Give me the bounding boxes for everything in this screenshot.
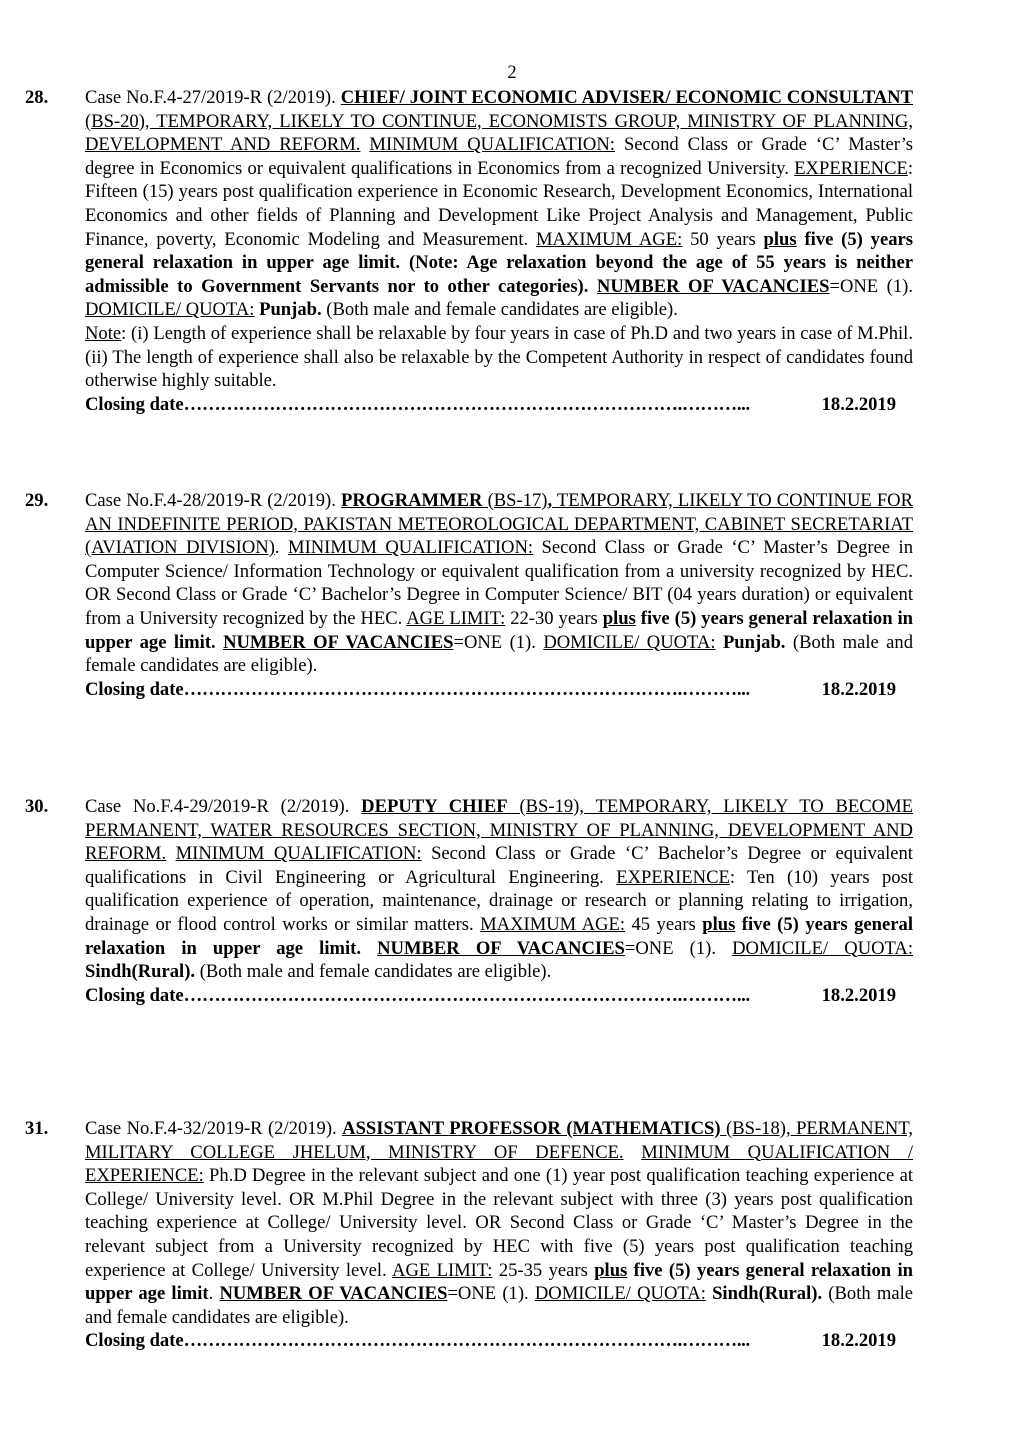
text-segment: Sindh(Rural).	[85, 961, 196, 983]
text-segment: MINIMUM QUALIFICATION:	[288, 537, 534, 559]
text-segment: TEMPORARY, LIKELY TO CONTINUE FOR AN INDEFINITE PERIOD, PAKISTAN METEOROLOGICAL DEPARTMENT, CABINET SECRETARIAT (AVIATION DIVISION)	[85, 490, 913, 559]
text-segment: NUMBER OF VACANCIES	[377, 937, 625, 959]
dot-leader: ……………………………………………………………………….………...	[183, 393, 750, 415]
text-segment: : Ten (10) years post qualification experience of operation, maintenance, drainage or research or planning relating to irrigation, drainage or flood control works or similar matters.	[85, 866, 913, 935]
closing-date-line	[85, 1329, 896, 1353]
closing-date-label: Closing date	[85, 393, 184, 415]
text-segment: DOMICILE/ QUOTA:	[534, 1283, 706, 1305]
text-segment: DEPUTY CHIEF	[361, 796, 508, 817]
text-segment: plus	[702, 913, 736, 935]
text-segment: plus	[602, 607, 636, 629]
text-segment: (Both male and female candidates are eligible).	[195, 961, 552, 983]
closing-date-label: Closing date	[85, 678, 184, 700]
entry-paragraph	[85, 795, 913, 984]
text-segment: MAXIMUM AGE:	[480, 913, 626, 935]
text-segment: ,	[547, 490, 553, 511]
vacancy-entry-28	[25, 86, 915, 416]
text-segment: Punjab.	[259, 299, 322, 321]
entry-paragraph	[85, 322, 913, 393]
text-segment: (BS-17)	[482, 490, 548, 511]
text-segment: =ONE (1).	[624, 937, 733, 959]
text-segment: plus	[763, 228, 797, 250]
text-segment: (Both male and female candidates are eligible).	[85, 631, 914, 677]
text-segment: five (5) years general relaxation in upper age limit.	[85, 913, 913, 959]
vacancy-entry-31	[25, 1117, 915, 1353]
text-segment: Case No.F.4-29/2019-R (2/2019).	[85, 796, 362, 817]
text-segment: NUMBER OF VACANCIES	[219, 1283, 448, 1305]
dot-leader: ……………………………………………………………………….………...	[183, 984, 750, 1006]
text-segment: 45 years	[625, 913, 703, 935]
text-segment: .	[208, 1283, 220, 1305]
text-segment	[166, 843, 175, 864]
text-segment	[716, 632, 723, 653]
text-segment: MAXIMUM AGE:	[536, 228, 683, 250]
text-segment: =ONE (1).	[447, 1283, 535, 1305]
dot-leader: ……………………………………………………………………….………...	[183, 678, 750, 700]
text-segment: Note	[85, 322, 122, 344]
closing-date-line	[85, 678, 896, 702]
page-number: 2	[507, 62, 517, 83]
text-segment: EXPERIENCE	[794, 157, 908, 179]
text-segment	[624, 1142, 642, 1163]
closing-date-value: 18.2.2019	[821, 1330, 896, 1352]
entry-number: 31.	[25, 1118, 49, 1139]
text-segment: AGE LIMIT:	[406, 607, 506, 629]
text-segment: Ph.D Degree in the relevant subject and one (1) year post qualification teaching experience at College/ University level. OR M.Phil Degree in the relevant subject with three (3) years post qualification teaching experience at College/ University level. OR Second Class or Grade ‘C’ Master’s Degree in the relevant subject from a University recognized by HEC with five (5) years post qualification teaching experience at College/ University level.	[85, 1165, 913, 1281]
text-segment: NUMBER OF VACANCIES	[223, 631, 454, 653]
text-segment: Case No.F.4-27/2019-R (2/2019).	[85, 87, 341, 108]
closing-date-label: Closing date	[85, 1330, 184, 1352]
text-segment: MINIMUM QUALIFICATION / EXPERIENCE:	[85, 1141, 913, 1187]
text-segment: DOMICILE/ QUOTA:	[732, 937, 914, 959]
text-segment: EXPERIENCE	[616, 866, 730, 888]
text-segment: 50 years	[682, 228, 764, 250]
text-segment: plus	[594, 1259, 628, 1281]
text-segment: Second Class or Grade ‘C’ Master’s degree in Economics or equivalent qualifications in Economics from a recognized University.	[85, 134, 913, 179]
text-segment: MINIMUM QUALIFICATION:	[175, 843, 422, 865]
text-segment: 22-30 years	[505, 607, 603, 629]
text-segment: (Both male and female candidates are eligible).	[321, 299, 678, 321]
text-segment: .	[274, 537, 289, 559]
entry-paragraph	[85, 489, 913, 678]
text-segment: MINIMUM QUALIFICATION:	[369, 134, 615, 156]
vacancy-entry-29	[25, 489, 915, 701]
text-segment: five (5) years general relaxation in upper age limit. (Note: Age relaxation beyond the age of 55 years is neither admissible to Government Servants nor to other categories).	[85, 228, 914, 297]
closing-date-value: 18.2.2019	[821, 393, 896, 415]
entry-paragraph	[85, 86, 913, 322]
text-segment: Case No.F.4-28/2019-R (2/2019).	[85, 490, 341, 511]
text-segment: : Fifteen (15) years post qualification experience in Economic Research, Development Economics, International Economics and other fields of Planning and Development Like Project Analysis and Management, Public Finance, poverty, Economic Modeling and Measurement.	[85, 157, 913, 250]
text-segment: five (5) years general relaxation in upper age limit	[85, 1259, 913, 1305]
text-segment: =ONE (1).	[829, 275, 913, 297]
entry-number: 30.	[25, 796, 49, 817]
text-segment: =ONE (1).	[453, 631, 544, 653]
text-segment: 25-35 years	[492, 1259, 595, 1281]
entry-paragraph	[85, 1117, 913, 1329]
closing-date-line	[85, 984, 896, 1008]
text-segment: Second Class or Grade ‘C’ Bachelor’s Degree or equivalent qualifications in Civil Engineering or Agricultural Engineering.	[85, 843, 913, 888]
text-segment: (Both male and female candidates are eligible).	[85, 1283, 913, 1328]
closing-date-line	[85, 393, 896, 417]
text-segment: DOMICILE/ QUOTA:	[543, 631, 716, 653]
entry-number: 29.	[25, 490, 49, 511]
text-segment: CHIEF/ JOINT ECONOMIC ADVISER/ ECONOMIC CONSULTANT	[340, 87, 913, 108]
text-segment: NUMBER OF VACANCIES	[596, 275, 830, 297]
text-segment: (BS-20), TEMPORARY, LIKELY TO CONTINUE, ECONOMISTS GROUP, MINISTRY OF PLANNING, DEVELOPMENT AND REFORM.	[85, 110, 913, 156]
entry-number: 28.	[25, 87, 49, 108]
dot-leader: ……………………………………………………………………….………...	[183, 1330, 750, 1352]
text-segment: AGE LIMIT:	[392, 1259, 493, 1281]
text-segment: DOMICILE/ QUOTA:	[85, 299, 255, 321]
text-segment: Case No.F.4-32/2019-R (2/2019).	[85, 1118, 343, 1139]
text-segment: Punjab.	[722, 631, 786, 653]
closing-date-label: Closing date	[85, 984, 184, 1006]
vacancy-entry-30	[25, 795, 915, 1007]
text-segment: ASSISTANT PROFESSOR (MATHEMATICS)	[342, 1118, 721, 1139]
text-segment: five (5) years general relaxation in upper age limit.	[85, 607, 914, 653]
text-segment: Sindh(Rural).	[712, 1283, 823, 1305]
text-segment: Second Class or Grade ‘C’ Master’s Degree in Computer Science/ Information Technology or equivalent qualification from a university recognized by HEC. OR Second Class or Grade ‘C’ Bachelor’s Degree in Computer Science/ BIT (04 years duration) or equivalent from a University recognized by the HEC.	[85, 537, 913, 629]
text-segment: : (i) Length of experience shall be relaxable by four years in case of Ph.D and two years in case of M.Phil. (ii) The length of experience shall also be relaxable by the Competent Authority in respect of candidates found otherwise highly suitable.	[85, 322, 913, 392]
closing-date-value: 18.2.2019	[821, 678, 896, 700]
closing-date-value: 18.2.2019	[821, 984, 896, 1006]
text-segment: (BS-18), PERMANENT, MILITARY COLLEGE JHELUM, MINISTRY OF DEFENCE.	[85, 1118, 913, 1163]
text-segment: PROGRAMMER	[340, 490, 483, 511]
text-segment: (BS-19), TEMPORARY, LIKELY TO BECOME PERMANENT, WATER RESOURCES SECTION, MINISTRY OF PLANNING, DEVELOPMENT AND REFORM.	[85, 796, 913, 865]
